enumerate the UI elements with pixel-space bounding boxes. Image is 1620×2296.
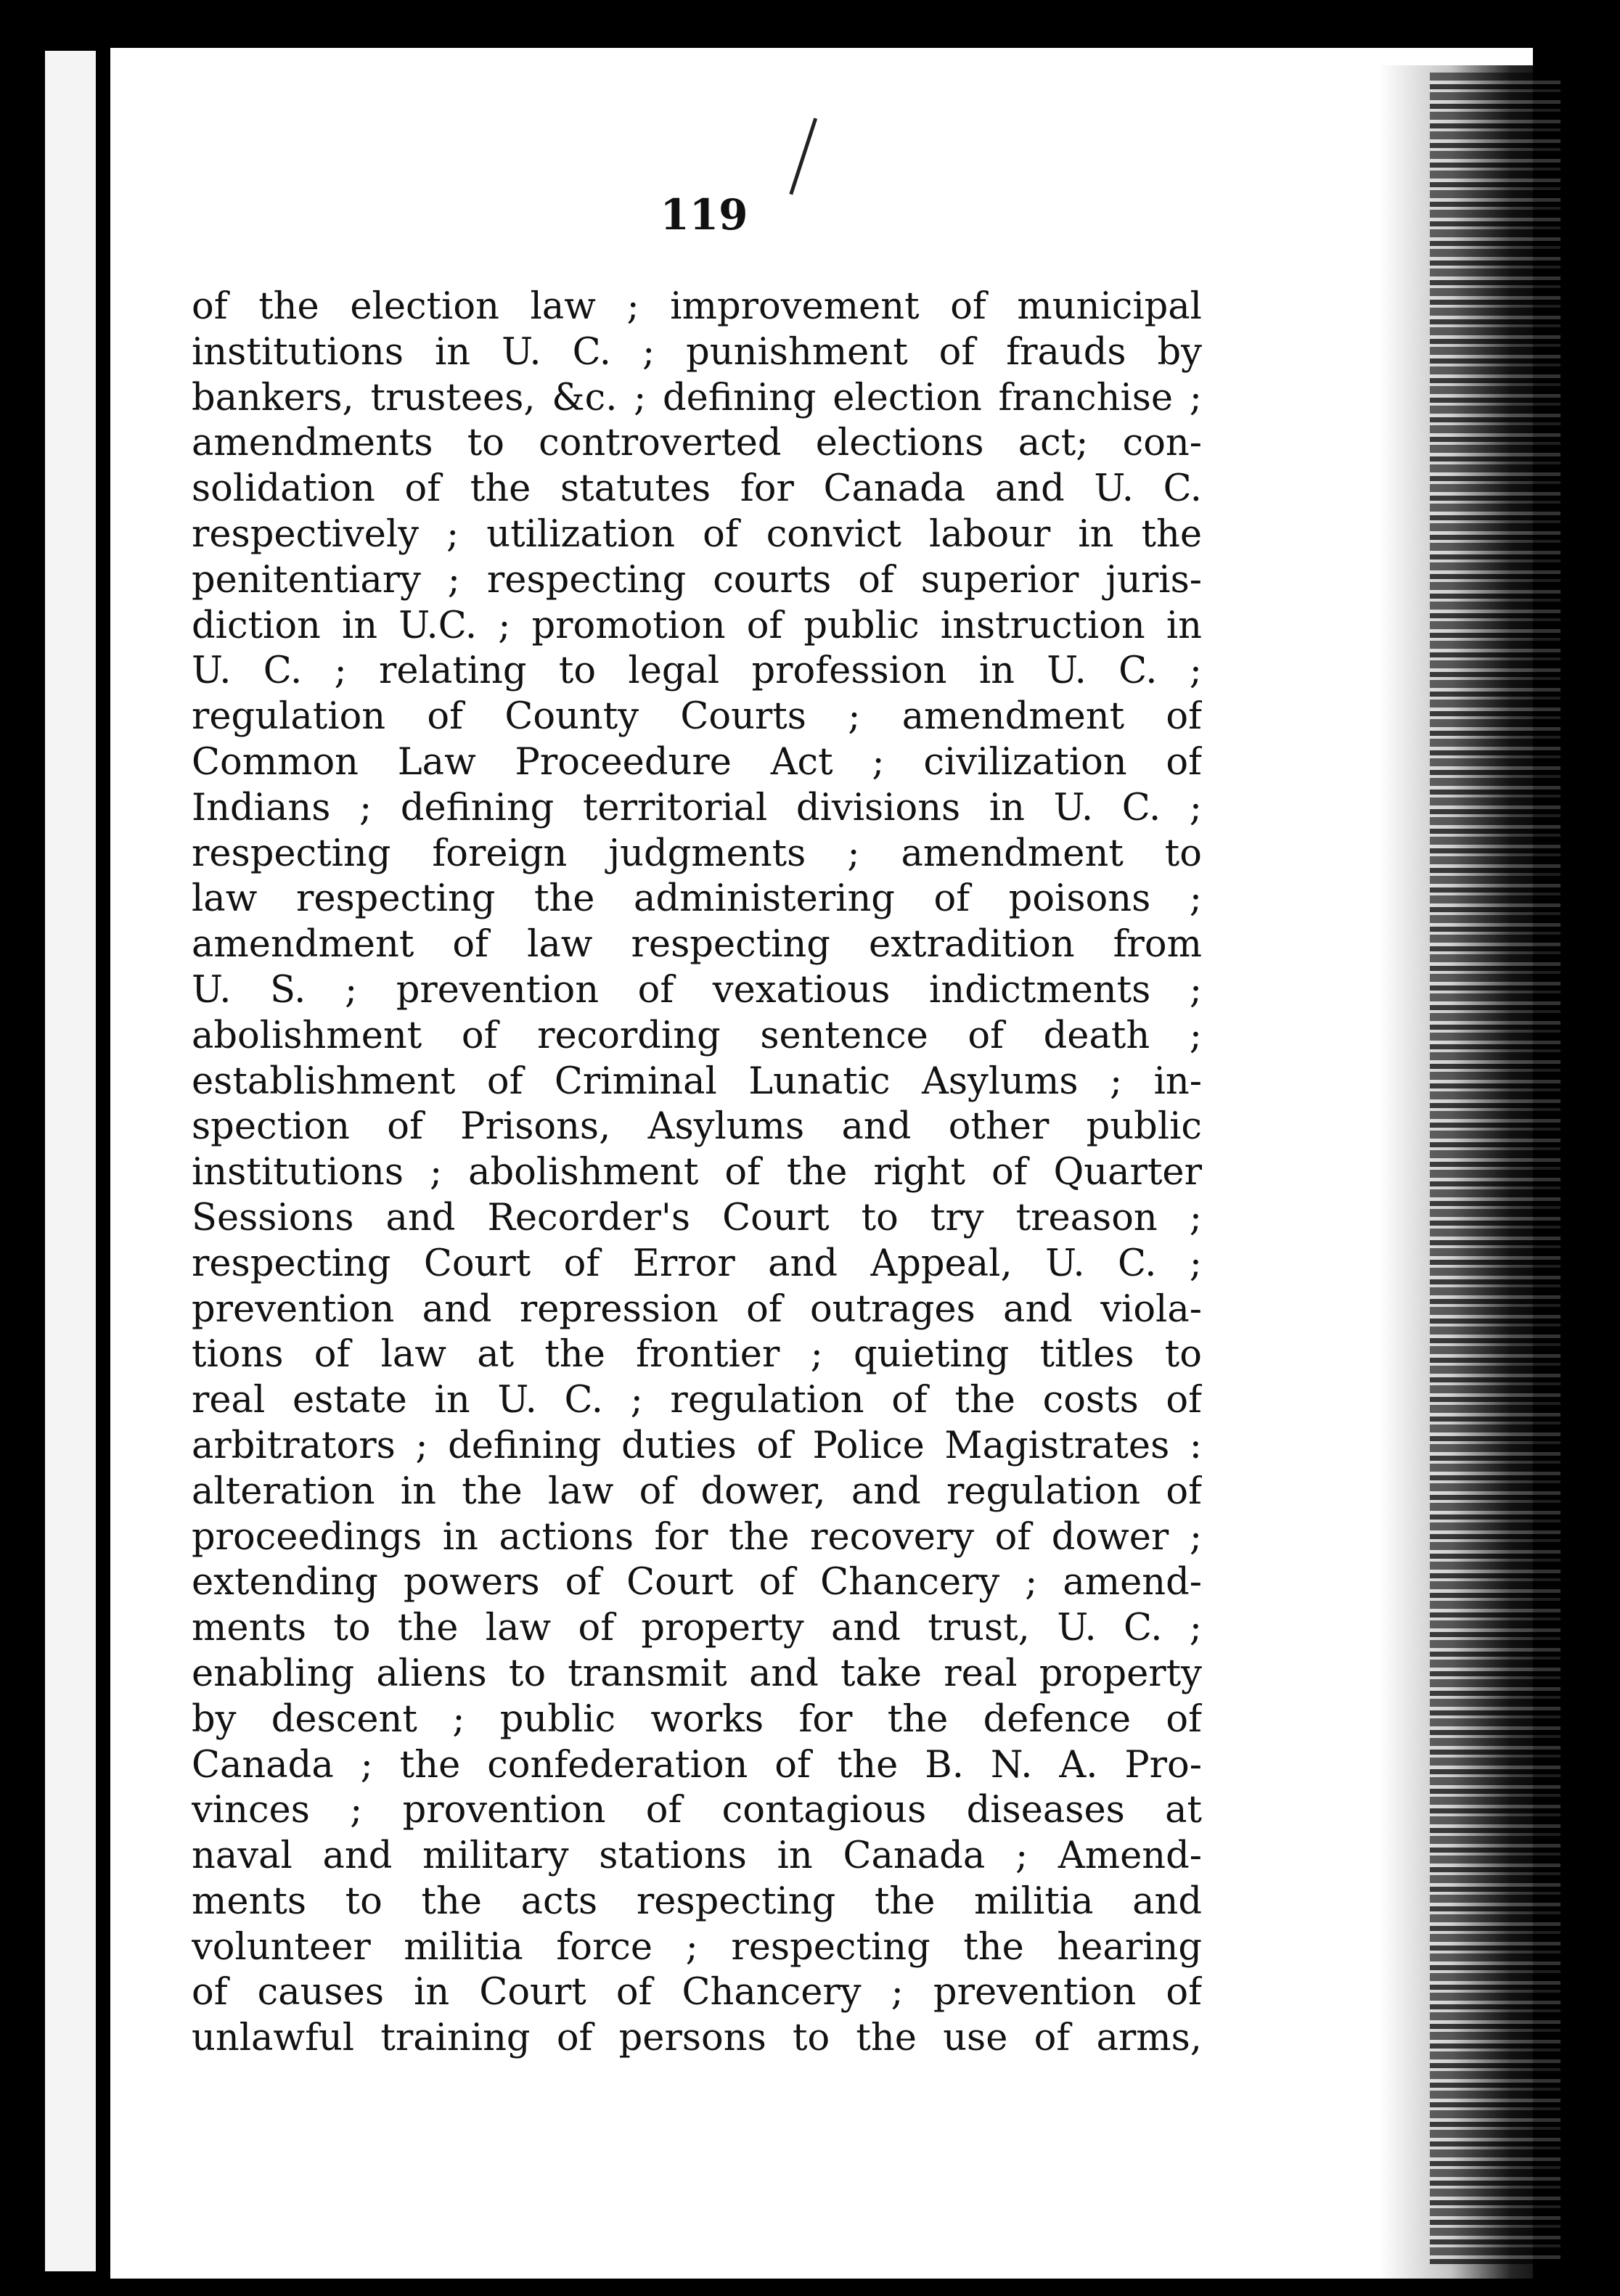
text-line: alteration in the law of dower, and regulation of <box>192 1469 1202 1513</box>
left-page-edge <box>45 51 96 2271</box>
text-line: prevention and repression of outrages and viola- <box>192 1287 1202 1331</box>
page-body-text <box>192 284 1202 2062</box>
text-line: law respecting the administering of poisons ; <box>192 877 1202 921</box>
text-line: tions of law at the frontier ; quieting titles to <box>192 1333 1202 1377</box>
text-line: U. S. ; prevention of vexatious indictments ; <box>192 968 1202 1012</box>
text-line: respecting foreign judgments ; amendment to <box>192 832 1202 875</box>
text-line: enabling aliens to transmit and take real property <box>192 1652 1202 1695</box>
text-line: abolishment of recording sentence of death ; <box>192 1014 1202 1057</box>
text-line: real estate in U. C. ; regulation of the costs of <box>192 1379 1202 1422</box>
text-line: naval and military stations in Canada ; Amend- <box>192 1834 1202 1878</box>
text-line: by descent ; public works for the defence of <box>192 1697 1202 1741</box>
text-line: volunteer militia force ; respecting the hearing <box>192 1925 1202 1969</box>
text-line: solidation of the statutes for Canada and U. C. <box>192 467 1202 511</box>
binding-noise <box>1430 73 1560 2264</box>
text-line: bankers, trustees, &c. ; defining election franchise ; <box>192 376 1202 419</box>
text-line: diction in U.C. ; promotion of public instruction in <box>192 604 1202 647</box>
text-line: U. C. ; relating to legal profession in U. C. ; <box>192 649 1202 693</box>
text-line: Indians ; defining territorial divisions in U. C. ; <box>192 786 1202 829</box>
text-line: Sessions and Recorder's Court to try treason ; <box>192 1196 1202 1239</box>
text-line: Common Law Proceedure Act ; civilization of <box>192 740 1202 784</box>
text-line: ments to the law of property and trust, U. C. ; <box>192 1607 1202 1650</box>
text-line: penitentiary ; respecting courts of superior juris- <box>192 558 1202 602</box>
text-line: amendment of law respecting extradition from <box>192 923 1202 967</box>
text-line: arbitrators ; defining duties of Police Magistrates : <box>192 1424 1202 1467</box>
text-line: vinces ; provention of contagious diseases at <box>192 1789 1202 1832</box>
page-number: 119 <box>660 190 748 239</box>
text-line: unlawful training of persons to the use of arms, <box>192 2017 1202 2060</box>
bottom-edge <box>0 2279 1620 2296</box>
text-line: of the election law ; improvement of municipal <box>192 285 1202 328</box>
text-line: institutions in U. C. ; punishment of frauds by <box>192 330 1202 374</box>
text-line: respecting Court of Error and Appeal, U. C. ; <box>192 1242 1202 1285</box>
text-line: extending powers of Court of Chancery ; amend- <box>192 1561 1202 1604</box>
text-line: respectively ; utilization of convict labour in the <box>192 512 1202 556</box>
text-line: spection of Prisons, Asylums and other public <box>192 1105 1202 1149</box>
text-line: proceedings in actions for the recovery of dower ; <box>192 1515 1202 1559</box>
text-line: institutions ; abolishment of the right of Quarter <box>192 1151 1202 1194</box>
text-line: amendments to controverted elections act; con- <box>192 422 1202 465</box>
text-line: regulation of County Courts ; amendment of <box>192 695 1202 739</box>
text-line: ments to the acts respecting the militia and <box>192 1879 1202 1923</box>
text-line: of causes in Court of Chancery ; prevention of <box>192 1971 1202 2014</box>
text-line: Canada ; the confederation of the B. N. A. Pro- <box>192 1743 1202 1787</box>
text-line: establishment of Criminal Lunatic Asylums ; in- <box>192 1059 1202 1103</box>
